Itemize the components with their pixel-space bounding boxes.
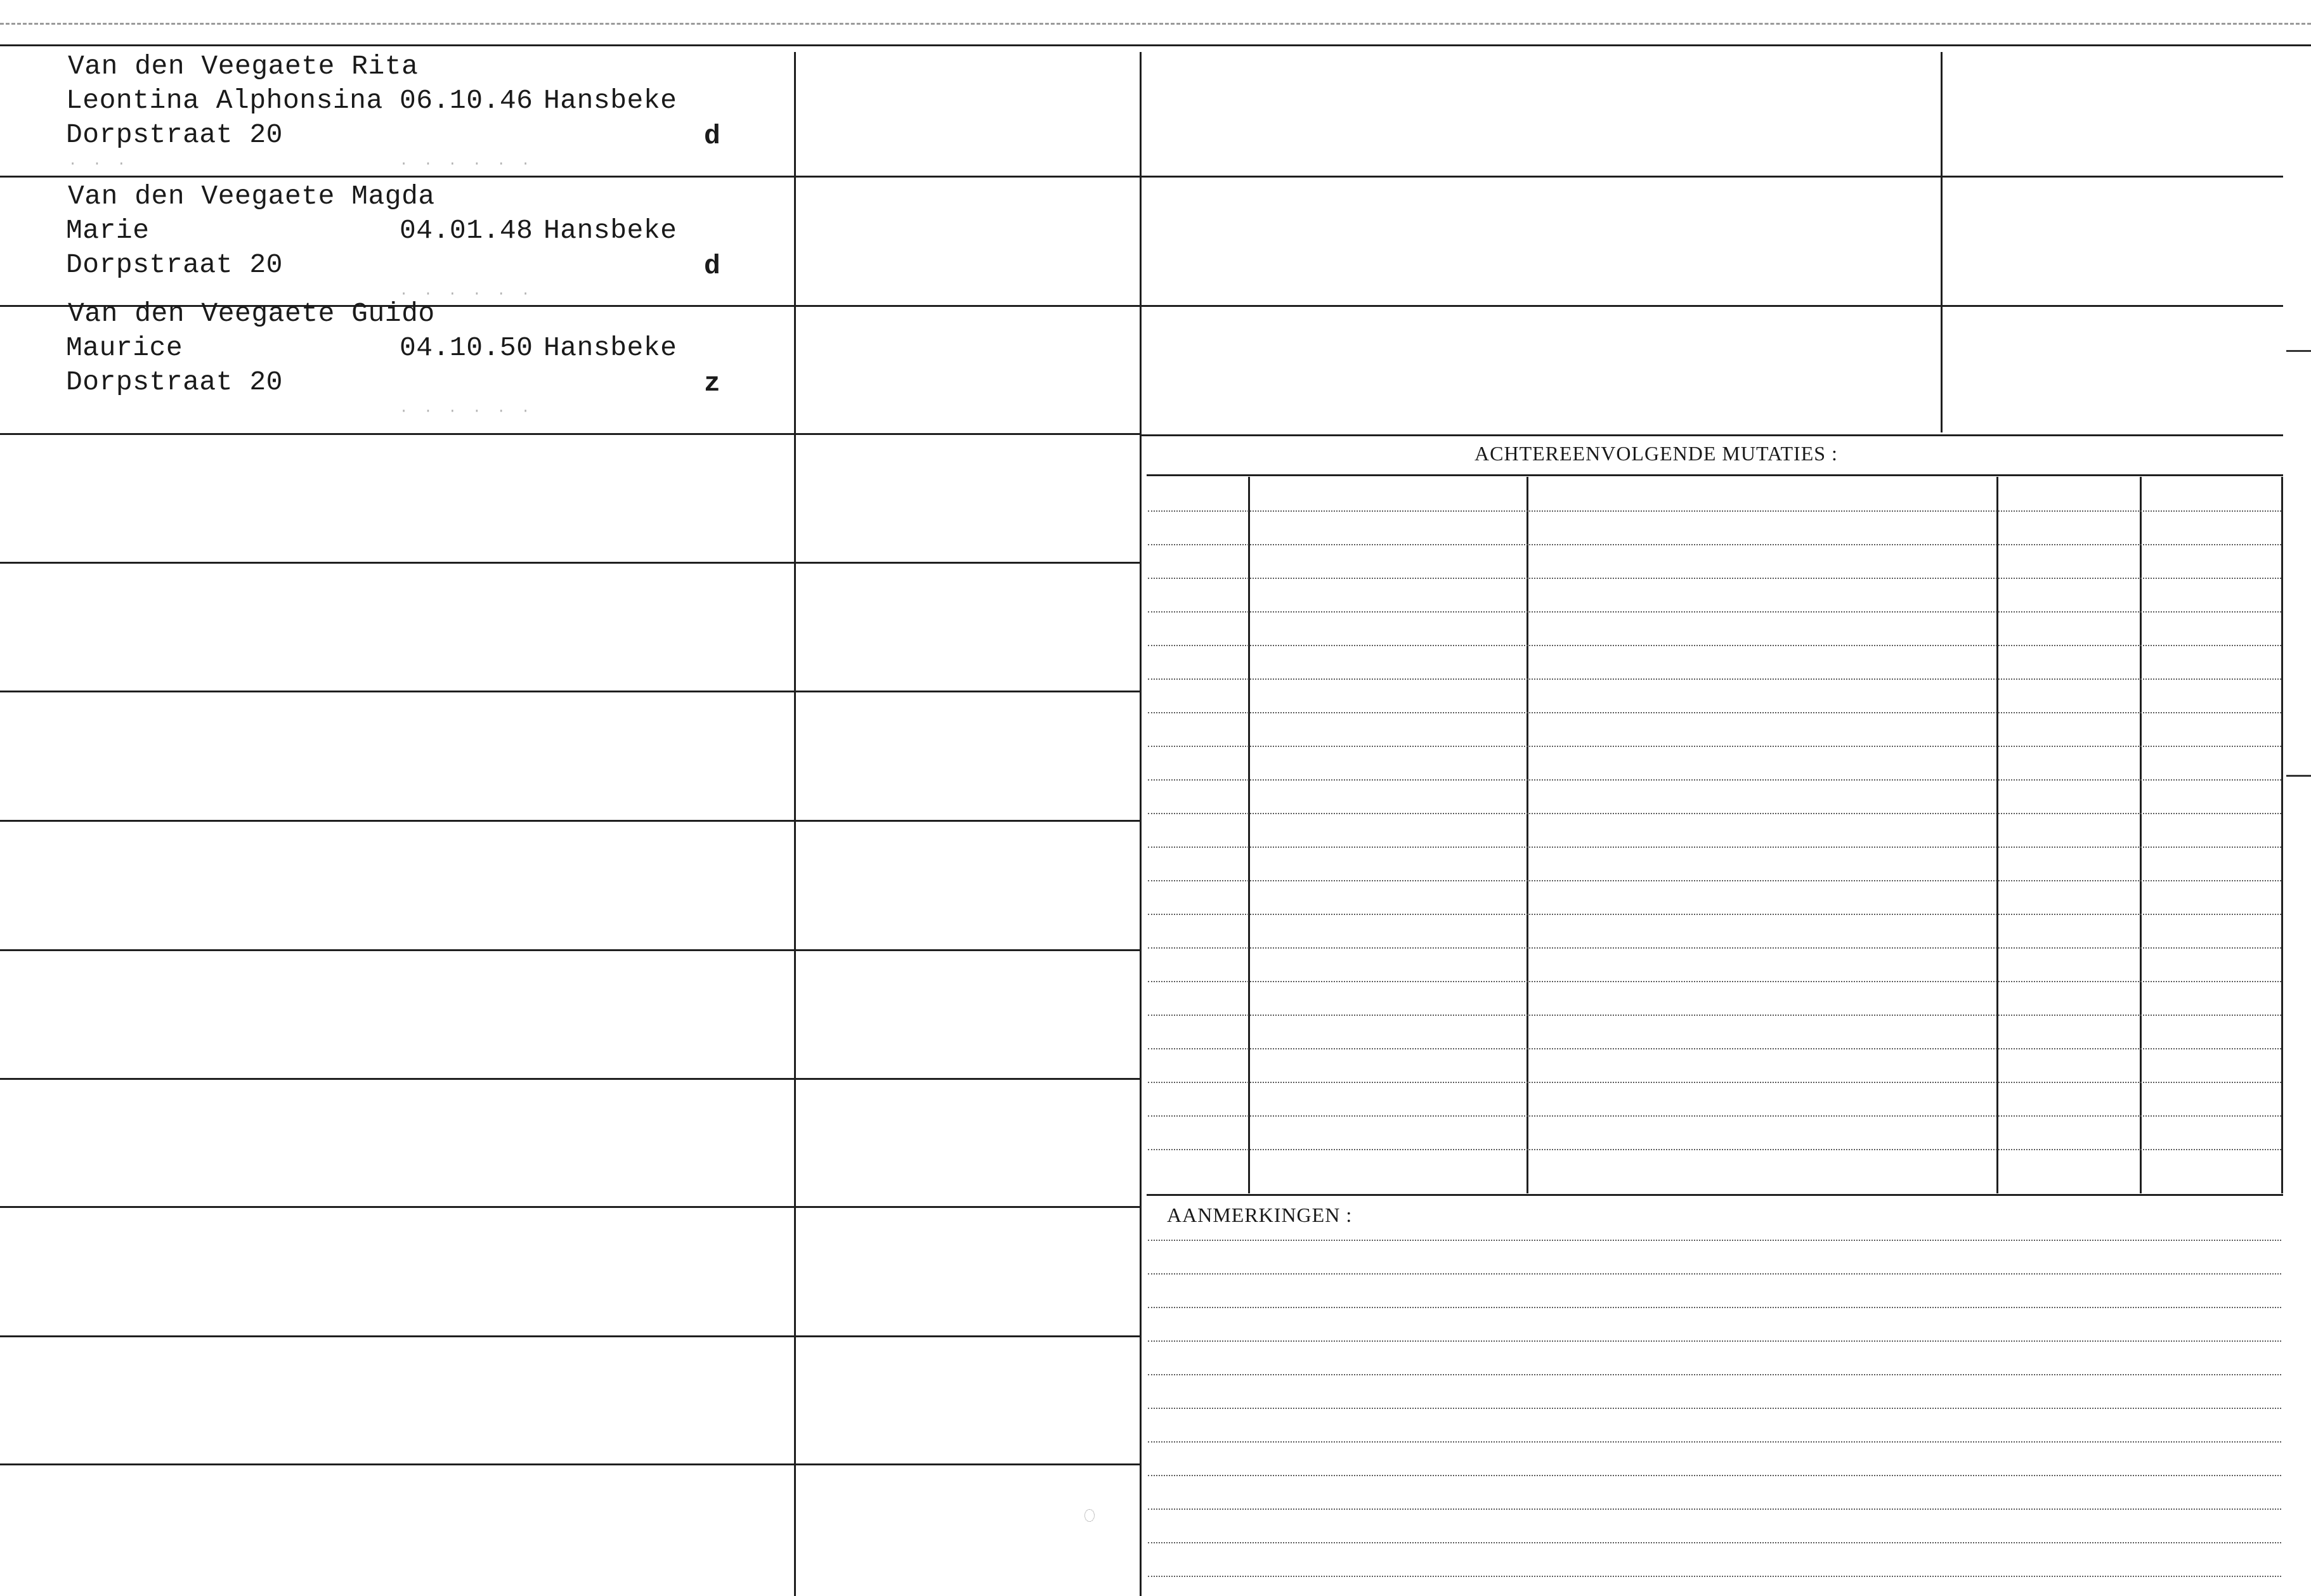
person-civil-status: d <box>704 120 720 152</box>
person-civil-status: d <box>704 250 720 282</box>
mutations-line <box>1148 645 2281 646</box>
row-line <box>0 1463 1140 1465</box>
remarks-line <box>1148 1374 2281 1375</box>
top-border <box>0 44 2311 46</box>
person-given-names: Maurice <box>66 332 183 363</box>
mutations-line <box>1148 947 2281 949</box>
person-birth-place: Hansbeke <box>544 332 677 363</box>
faded-stamp-mark: · · · · · · <box>400 286 534 302</box>
remarks-line <box>1148 1441 2281 1443</box>
row-line <box>0 1335 1140 1337</box>
person-name: Van den Veegaete Rita <box>68 51 419 82</box>
right-row-line <box>1142 434 2283 436</box>
faded-stamp-mark: · · · <box>68 156 130 172</box>
mutations-line <box>1148 1048 2281 1049</box>
remarks-line <box>1148 1408 2281 1409</box>
right-row-line <box>1142 305 2283 307</box>
mutations-line <box>1148 779 2281 781</box>
row-line <box>0 176 1140 178</box>
remarks-line <box>1148 1576 2281 1577</box>
right-upper-divider <box>1941 52 1943 432</box>
margin-tick <box>2286 775 2311 777</box>
mutations-col-line <box>2281 477 2283 1193</box>
mutations-line <box>1148 712 2281 713</box>
scan-speck <box>1084 1509 1095 1522</box>
faded-stamp-mark: · · · · · · <box>400 403 534 419</box>
mutations-col-line <box>1248 477 1250 1193</box>
remarks-line <box>1148 1475 2281 1476</box>
remarks-line <box>1148 1307 2281 1308</box>
mutations-col-line <box>1996 477 1998 1193</box>
person-birth-date: 06.10.46 <box>400 85 533 116</box>
middle-column-divider <box>1140 52 1142 1596</box>
remarks-line <box>1148 1542 2281 1543</box>
person-birth-date: 04.01.48 <box>400 215 533 246</box>
remarks-title: AANMERKINGEN : <box>1167 1203 1353 1226</box>
row-line <box>0 1078 1140 1080</box>
person-given-names: Leontina Alphonsina <box>66 85 383 116</box>
row-line <box>0 949 1140 951</box>
person-birth-date: 04.10.50 <box>400 332 533 363</box>
person-name: Van den Veegaete Magda <box>68 181 435 212</box>
mutations-line <box>1148 611 2281 613</box>
person-address: Dorpstraat 20 <box>66 119 283 150</box>
right-row-line <box>1142 176 2283 178</box>
mutations-line <box>1148 544 2281 545</box>
row-line <box>0 1206 1140 1208</box>
header-noise-line <box>0 23 2311 25</box>
mutations-col-line <box>2140 477 2142 1193</box>
mutations-line <box>1148 746 2281 747</box>
mutations-line <box>1148 847 2281 848</box>
row-line <box>0 433 1140 435</box>
row-line <box>0 820 1140 822</box>
mutations-header-line <box>1147 474 2283 476</box>
remarks-line <box>1148 1340 2281 1342</box>
person-given-names: Marie <box>66 215 150 246</box>
person-address: Dorpstraat 20 <box>66 367 283 398</box>
left-column-divider <box>794 52 796 1596</box>
mutations-line <box>1148 578 2281 579</box>
mutations-line <box>1148 1115 2281 1117</box>
row-line <box>0 562 1140 564</box>
mutations-line <box>1148 981 2281 982</box>
mutations-line <box>1148 1149 2281 1150</box>
mutations-bottom-line <box>1147 1194 2283 1196</box>
remarks-line <box>1148 1240 2281 1241</box>
mutations-line <box>1148 880 2281 881</box>
remarks-line <box>1148 1273 2281 1275</box>
mutations-col-line <box>1527 477 1528 1193</box>
mutations-line <box>1148 1015 2281 1016</box>
mutations-line <box>1148 813 2281 814</box>
mutations-line <box>1148 1082 2281 1083</box>
person-name: Van den Veegaete Guido <box>68 298 435 329</box>
person-civil-status: z <box>704 368 720 399</box>
remarks-line <box>1148 1508 2281 1510</box>
person-birth-place: Hansbeke <box>544 215 677 246</box>
faded-stamp-mark: · · · · · · <box>400 156 534 172</box>
mutations-line <box>1148 914 2281 915</box>
person-birth-place: Hansbeke <box>544 85 677 116</box>
mutations-title: ACHTEREENVOLGENDE MUTATIES : <box>1474 442 1838 465</box>
mutations-line <box>1148 678 2281 680</box>
margin-tick <box>2286 350 2311 352</box>
row-line <box>0 691 1140 692</box>
mutations-line <box>1148 510 2281 512</box>
person-address: Dorpstraat 20 <box>66 249 283 280</box>
